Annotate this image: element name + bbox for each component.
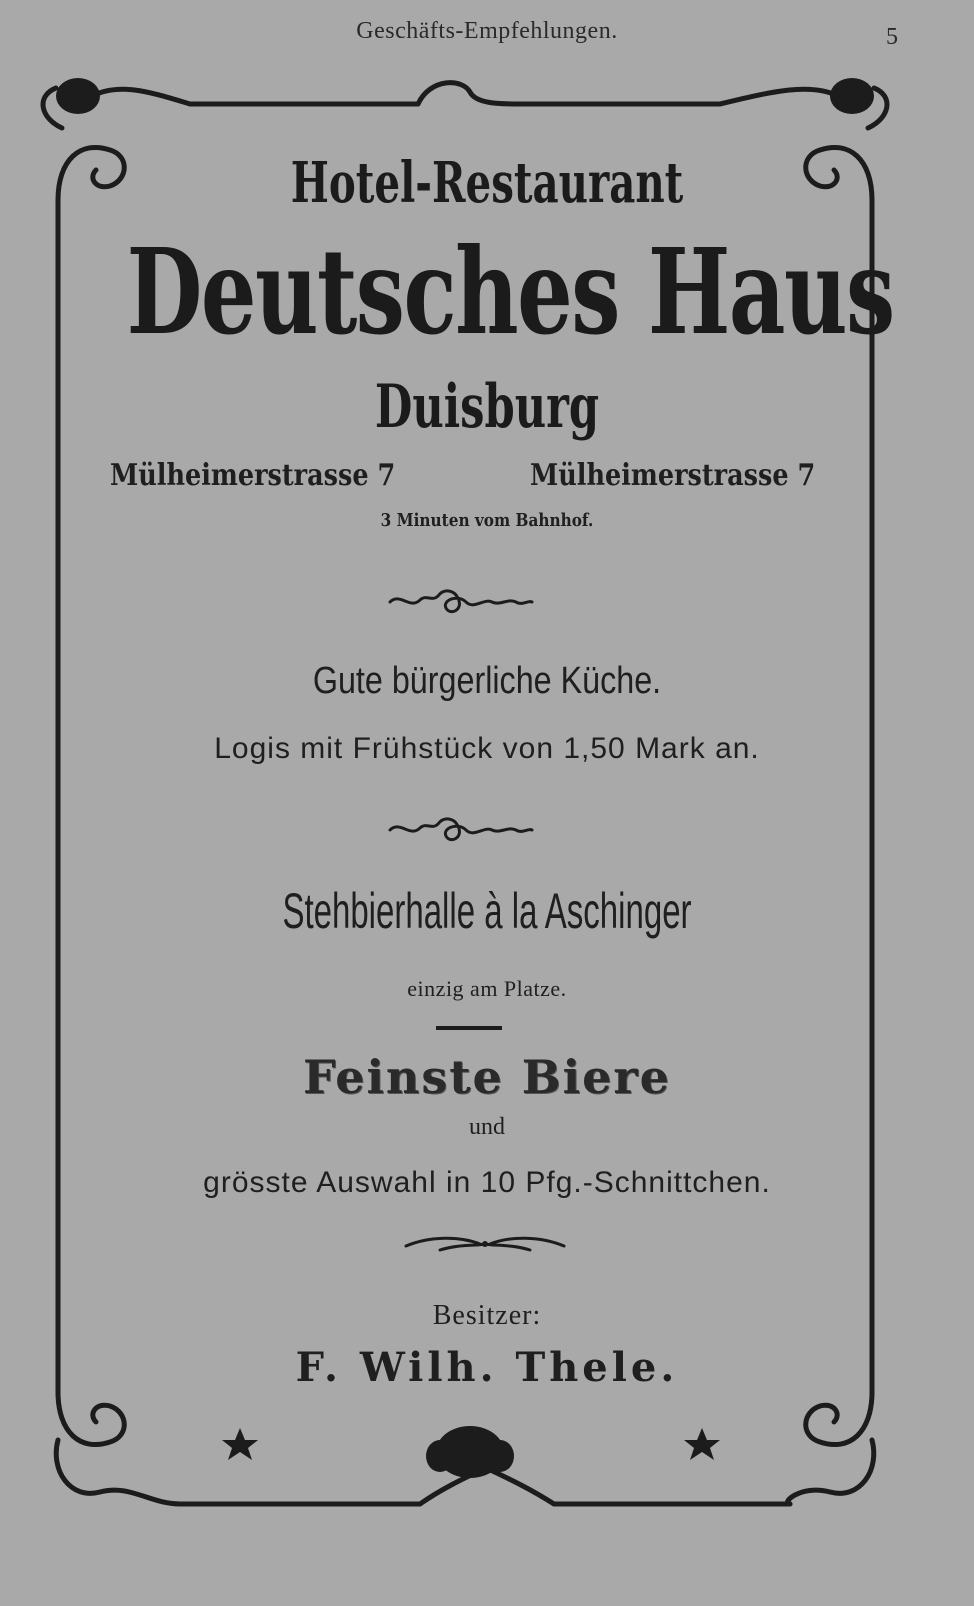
owner-name: F. Wilh. Thele. <box>295 1344 679 1391</box>
scroll-ornament-icon <box>380 572 540 632</box>
page-number: 5 <box>886 24 898 50</box>
conjunction: und <box>469 1114 505 1140</box>
scroll-ornament-icon <box>400 1232 570 1256</box>
city: Duisburg <box>374 372 600 442</box>
selection-line: grösste Auswahl in 10 Pfg.-Schnittchen. <box>203 1166 771 1199</box>
beerhall-note: einzig am Platze. <box>407 976 567 1001</box>
divider-rule <box>436 1026 502 1030</box>
address-left: Mülheimerstrasse 7 <box>110 458 396 493</box>
cuisine-line: Gute bürgerliche Küche. <box>312 660 662 702</box>
lodging-line: Logis mit Frühstück von 1,50 Mark an. <box>214 732 760 765</box>
beerhall-heading: Stehbierhalle à la Aschinger <box>282 883 692 939</box>
beers-heading: Feinste Biere <box>303 1050 671 1104</box>
kicker: Hotel-Restaurant <box>290 150 684 216</box>
scroll-ornament-icon <box>380 800 540 860</box>
business-name: Deutsches Haus <box>126 222 894 361</box>
address-right: Mülheimerstrasse 7 <box>530 458 816 493</box>
owner-label: Besitzer: <box>432 1300 542 1331</box>
distance-note: 3 Minuten vom Bahnhof. <box>380 510 594 531</box>
running-head: Geschäfts-Empfehlungen. <box>356 18 618 44</box>
